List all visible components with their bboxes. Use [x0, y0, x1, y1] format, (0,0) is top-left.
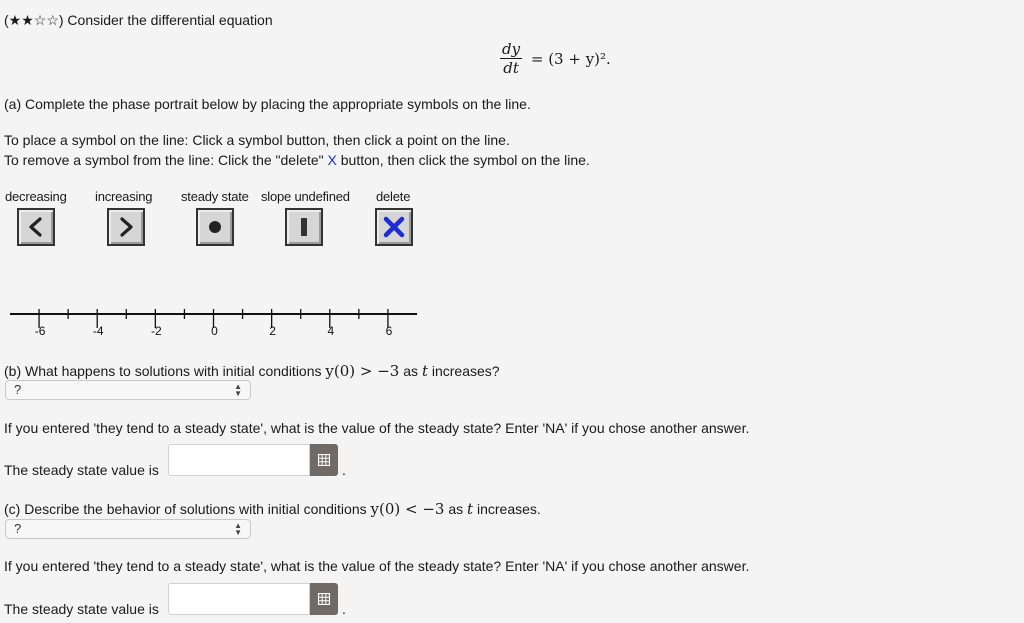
- grid-icon: [318, 454, 330, 466]
- part-b-question-mid: as: [399, 363, 422, 379]
- left-chevron-icon: [26, 216, 46, 238]
- part-c-followup: If you entered 'they tend to a steady state', what is the value of the steady state? Enter 'NA' if you chose another answer.: [4, 558, 750, 574]
- slope-undefined-button[interactable]: [285, 208, 323, 246]
- phase-line-tick-label: -6: [34, 324, 46, 338]
- phase-line-tick-label: -2: [151, 324, 162, 338]
- equation-rhs: = (3 + y)².: [530, 49, 611, 68]
- decreasing-label: decreasing: [5, 189, 67, 204]
- part-a-prompt: (a) Complete the phase portrait below by placing the appropriate symbols on the line.: [4, 96, 531, 112]
- instruction-remove: [4, 152, 590, 168]
- instruction-remove-pre: To remove a symbol from the line: Click the "delete": [4, 152, 328, 168]
- steady-state-button[interactable]: [196, 208, 234, 246]
- instruction-place: To place a symbol on the line: Click a symbol button, then click a point on the line.: [4, 132, 510, 148]
- slope-undefined-label: slope undefined: [261, 189, 350, 204]
- part-c-question: [4, 500, 541, 518]
- phase-line[interactable]: [0, 300, 430, 350]
- part-c-steady-input[interactable]: [168, 583, 310, 615]
- part-c-select-value: ?: [14, 521, 22, 536]
- phase-line-tick-label: -4: [92, 324, 104, 338]
- part-c-palette-button[interactable]: [310, 583, 338, 615]
- part-b-question: [4, 362, 500, 380]
- part-b-question-pre: (b) What happens to solutions with initial conditions: [4, 363, 326, 379]
- bar-icon: [299, 216, 309, 238]
- part-b-followup: If you entered 'they tend to a steady state', what is the value of the steady state? Enter 'NA' if you chose another answer.: [4, 420, 750, 436]
- derivative-fraction: [500, 40, 522, 77]
- part-c-t-variable: t: [467, 500, 474, 518]
- part-c-trailing-period: .: [342, 601, 346, 617]
- part-b-question-post: increases?: [427, 363, 500, 379]
- part-b-condition: y(0) > −3: [325, 362, 400, 380]
- part-c-condition: y(0) < −3: [370, 500, 445, 518]
- part-c-question-pre: (c) Describe the behavior of solutions with initial conditions: [4, 501, 371, 517]
- part-b-t-variable: t: [421, 362, 428, 380]
- phase-line-tick-label: 4: [327, 324, 335, 338]
- part-b-steady-label: The steady state value is: [4, 462, 159, 478]
- phase-line-tick-label: 6: [385, 324, 393, 338]
- increasing-label: increasing: [95, 189, 153, 204]
- select-arrows-icon: ▲ ▼: [234, 382, 242, 398]
- part-c-question-mid: as: [444, 501, 468, 517]
- differential-equation: [500, 40, 611, 77]
- instruction-remove-post: button, then click the symbol on the line.: [336, 152, 590, 168]
- decreasing-button[interactable]: [17, 208, 55, 246]
- phase-line-tick-label: 0: [211, 324, 218, 338]
- problem-title: (★★☆☆) Consider the differential equation: [4, 12, 273, 28]
- part-c-question-post: increases.: [473, 501, 541, 517]
- part-b-palette-button[interactable]: [310, 444, 338, 476]
- delete-label: delete: [376, 189, 411, 204]
- delete-button[interactable]: [375, 208, 413, 246]
- part-c-steady-label: The steady state value is: [4, 601, 159, 617]
- steady-state-label: steady state: [181, 189, 249, 204]
- part-b-select-value: ?: [14, 382, 22, 397]
- equation-denominator: dt: [503, 59, 519, 77]
- part-b-steady-input[interactable]: [168, 444, 310, 476]
- part-c-select[interactable]: [5, 519, 251, 539]
- close-icon: [382, 215, 406, 239]
- dot-icon: [207, 219, 223, 235]
- grid-icon: [318, 593, 330, 605]
- equation-numerator: dy: [502, 40, 521, 58]
- select-arrows-icon: ▲ ▼: [234, 521, 242, 537]
- part-b-select[interactable]: [5, 380, 251, 400]
- part-b-trailing-period: .: [342, 462, 346, 478]
- increasing-button[interactable]: [107, 208, 145, 246]
- right-chevron-icon: [116, 216, 136, 238]
- instruction-remove-x: X: [327, 152, 337, 168]
- phase-line-tick-label: 2: [269, 324, 276, 338]
